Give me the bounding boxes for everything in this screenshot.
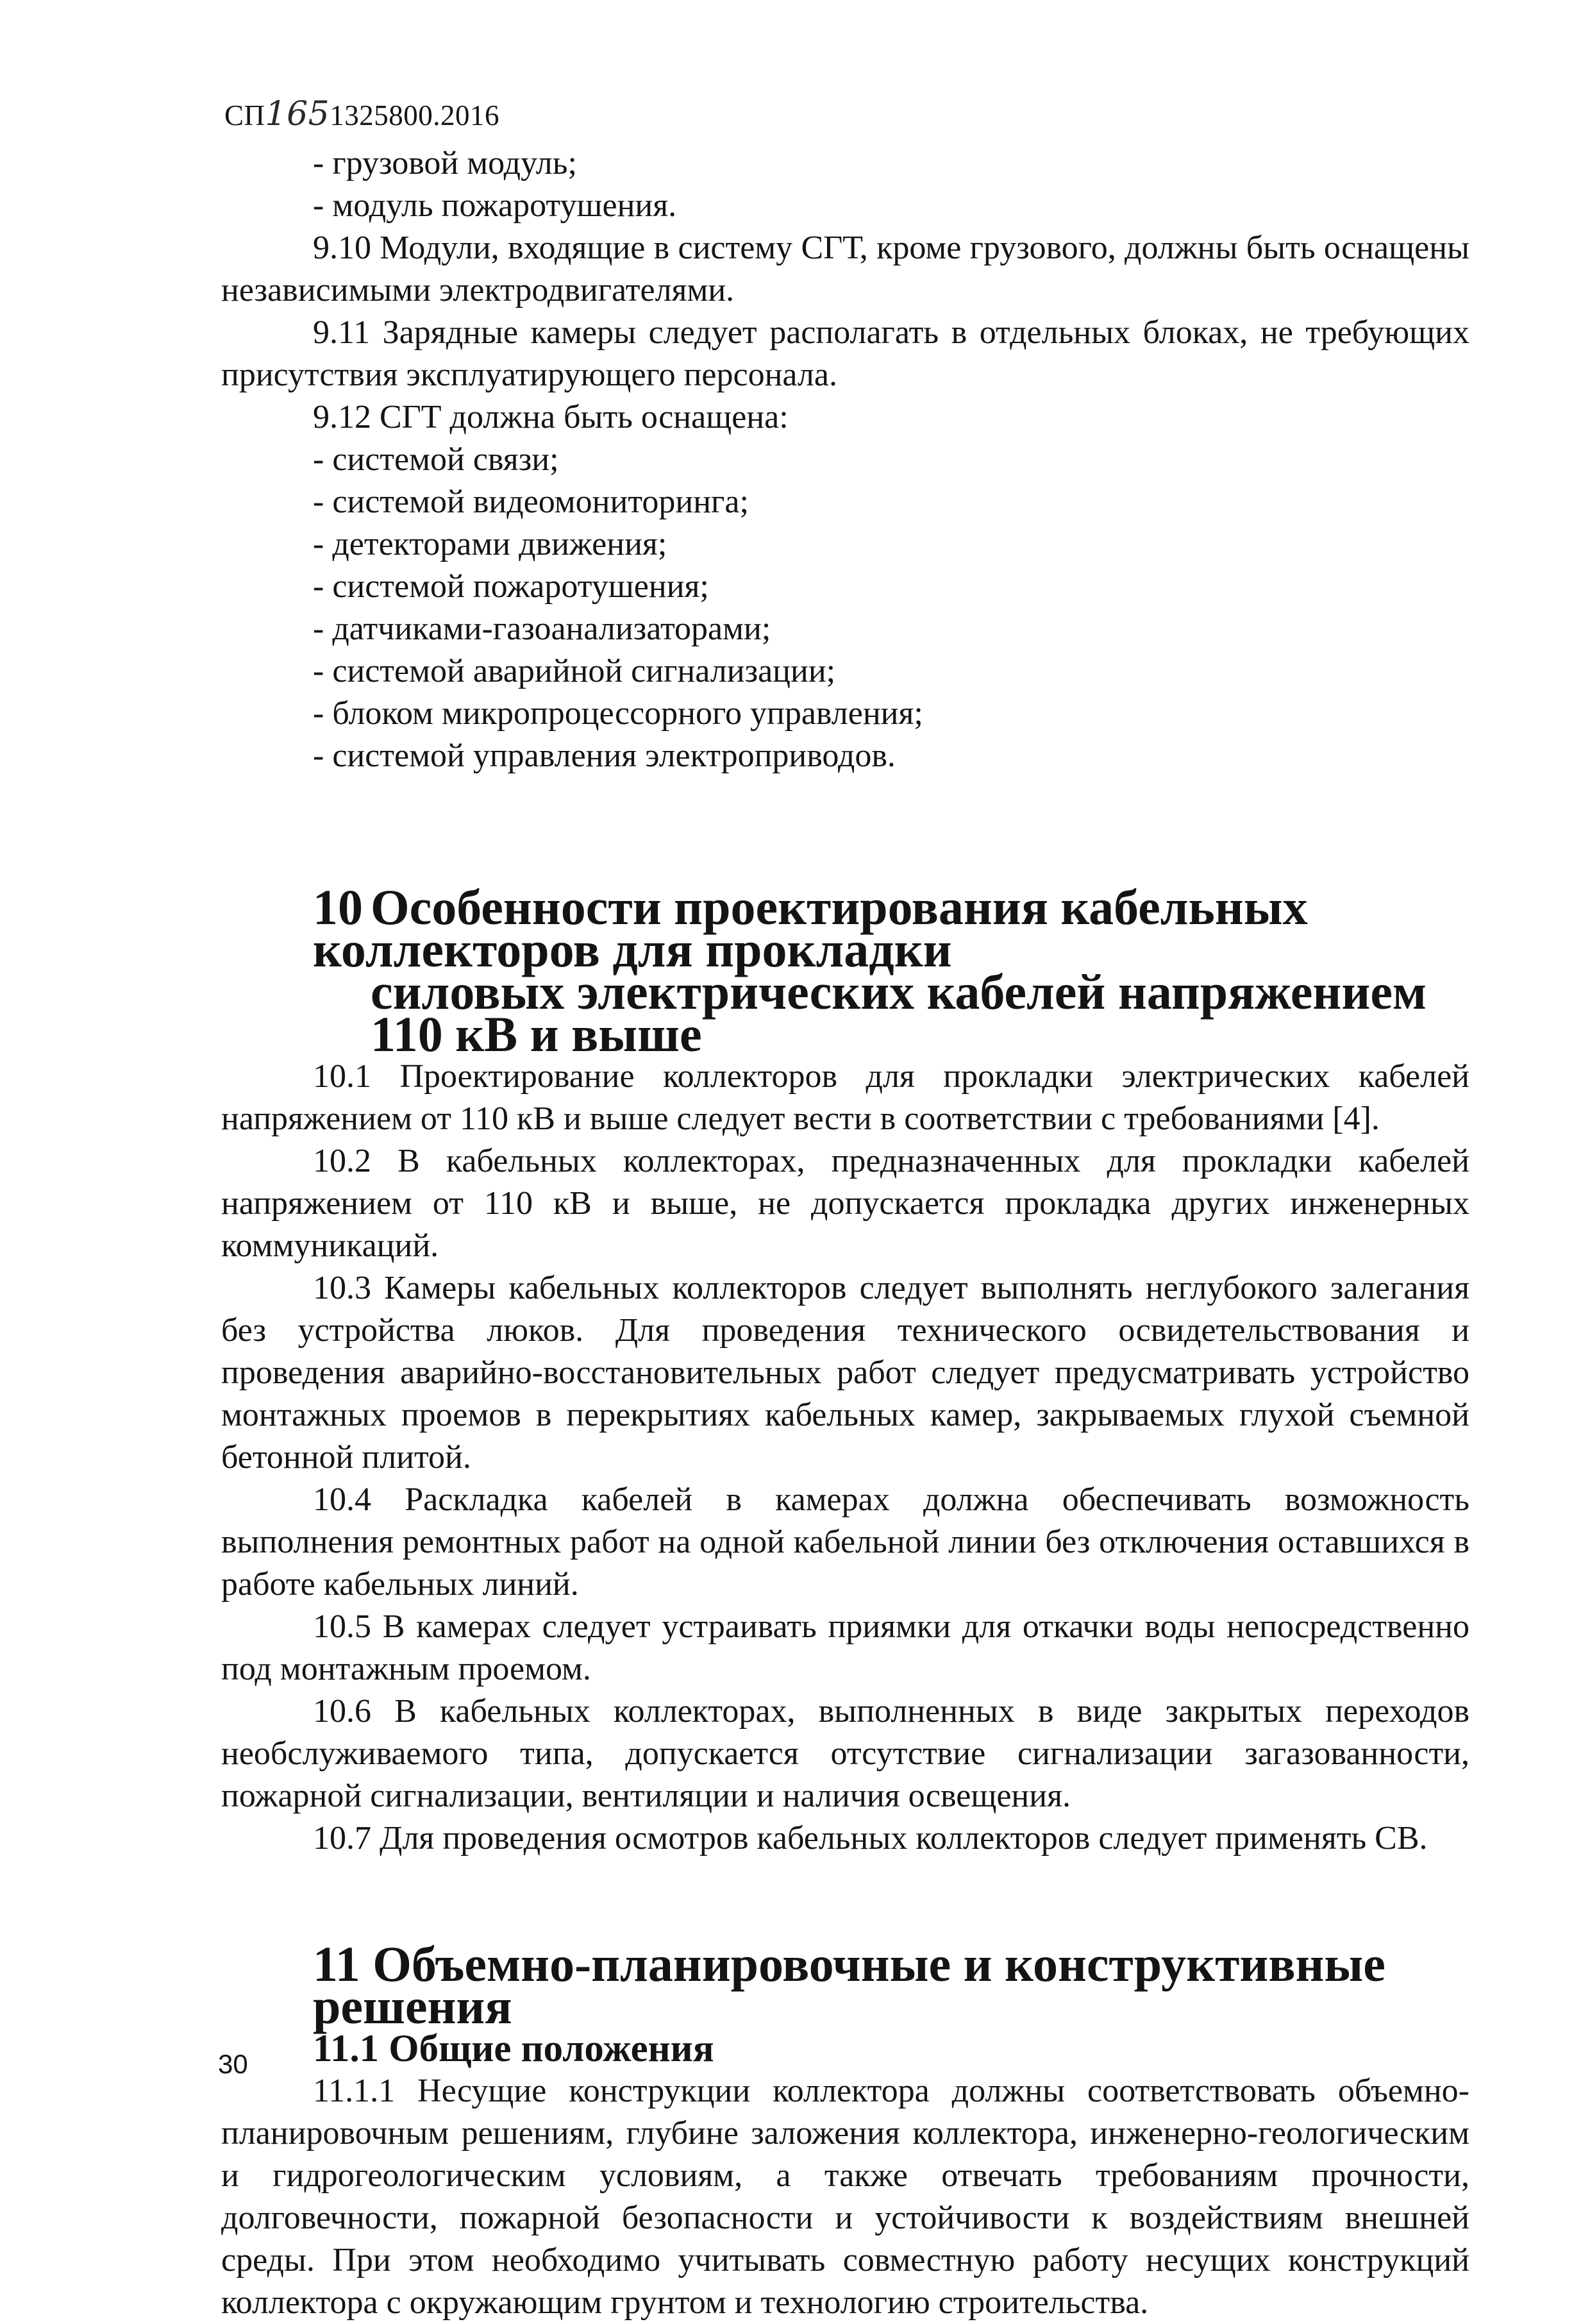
paragraph-10-1: 10.1 Проектирование коллекторов для прокладки электрических кабелей напряжением от 110 кВ и выше следует вести в соответствии с требованиями [4]. <box>221 1058 1469 1137</box>
section-11-1-heading: 11.1 Общие положения <box>313 2027 714 2070</box>
list-item: - системой связи; <box>313 441 559 478</box>
section-10-title-line2: силовых электрических кабелей напряжением 110 кВ и выше <box>371 964 1427 1062</box>
section-10-title-line1: Особенности проектирования кабельных коллекторов для прокладки <box>313 879 1308 977</box>
list-item: - модуль пожаротушения. <box>313 187 677 224</box>
handwritten-number: 165 <box>265 95 330 133</box>
section-11-heading: 11 Объемно-планировочные и конструктивные решения <box>313 1936 1385 2034</box>
paragraph-10-5: 10.5 В камерах следует устраивать приямки для откачки воды непосредственно под монтажным проемом. <box>221 1608 1469 1687</box>
list-item: - грузовой модуль; <box>313 145 577 181</box>
code-prefix: СП <box>224 99 265 131</box>
paragraph-10-2: 10.2 В кабельных коллекторах, предназначенных для прокладки кабелей напряжением от 110 кВ и выше, не допускается прокладка других инженерных коммуникаций. <box>221 1143 1469 1264</box>
paragraph-10-3: 10.3 Камеры кабельных коллекторов следует выполнять неглубокого залегания без устройства люков. Для проведения технического освидетельствования и проведения аварийно-восстановительных работ следует предусматривать устройство монтажных проемов в перекрытиях кабельных камер, закрываемых глухой съемной бетонной плитой. <box>221 1270 1469 1476</box>
section-10-number: 10 <box>313 879 363 935</box>
paragraph-10-4: 10.4 Раскладка кабелей в камерах должна обеспечивать возможность выполнения ремонтных работ на одной кабельной линии без отключения оставшихся в работе кабельных линий. <box>221 1481 1469 1603</box>
paragraph-11-1-1: 11.1.1 Несущие конструкции коллектора должны соответствовать объемно-планировочным решениям, глубине заложения коллектора, инженерно-геологическим и гидрогеологическим условиям, а также отвечать требованиям прочности, долговечности, пожарной безопасности и устойчивости к воздействиям внешней среды. При этом необходимо учитывать совместную работу несущих конструкций коллектора с окружающим грунтом и технологию строительства. <box>221 2073 1469 2321</box>
page-number: 30 <box>218 2049 248 2079</box>
paragraph-9-12: 9.12 СГТ должна быть оснащена: <box>313 399 789 435</box>
paragraph-10-6: 10.6 В кабельных коллекторах, выполненных в виде закрытых переходов необслуживаемого типа, допускается отсутствие сигнализации загазованности, пожарной сигнализации, вентиляции и наличия освещения. <box>221 1693 1469 1814</box>
equipment-list <box>221 439 1469 777</box>
list-item: - системой пожаротушения; <box>313 568 709 605</box>
list-item: - системой видеомониторинга; <box>313 484 749 520</box>
paragraph-10-7: 10.7 Для проведения осмотров кабельных коллекторов следует применять СВ. <box>313 1820 1428 1857</box>
list-item: - детекторами движения; <box>313 526 667 562</box>
list-item: - датчиками-газоанализаторами; <box>313 610 771 647</box>
list-item: - системой аварийной сигнализации; <box>313 653 836 689</box>
page-body <box>221 142 1469 2324</box>
paragraph-9-11: 9.11 Зарядные камеры следует располагать в отдельных блоках, не требующих присутствия эксплуатирующего персонала. <box>221 314 1469 393</box>
list-item: - блоком микропроцессорного управления; <box>313 695 923 732</box>
code-number: 1325800.2016 <box>330 99 500 131</box>
section-10-heading <box>221 879 1469 1062</box>
list-item: - системой управления электроприводов. <box>313 737 896 774</box>
document-code-header <box>224 95 499 133</box>
paragraph-9-10: 9.10 Модули, входящие в систему СГТ, кроме грузового, должны быть оснащены независимыми электродвигателями. <box>221 230 1469 308</box>
